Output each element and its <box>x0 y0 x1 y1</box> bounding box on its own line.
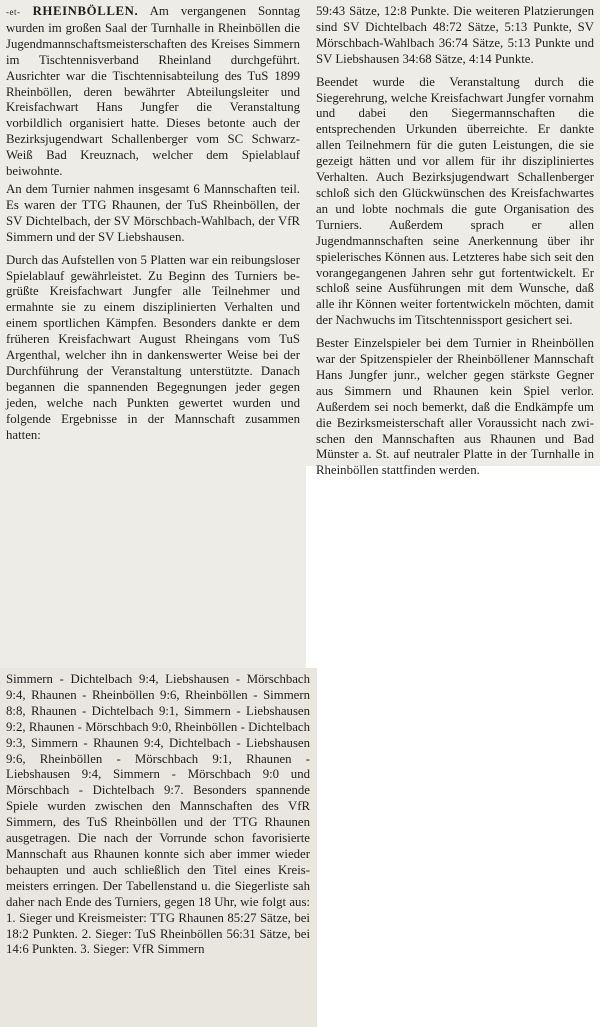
article-column-results <box>6 672 310 958</box>
paragraph-text: Am vergangenen Sonntag wurden im großen Saal der Turnhalle in Rheinböllen die Jugendmannschaftsmeisterschaften des Kreises Simmern im Tischtennisverband Rheinland durchgeführt. Ausrichter war die Tischtennisabteilung des TuS 1899 Rheinböllen, deren bewährter Abteilungsleiter und Kreisfachwart Hans Jungfer die Veranstaltung vorbildlich organisiert hatte. Dieses betonte auch der Bezirksjugendwart Schallenberger vom SC Schwarz-Weiß Bad Kreuznach, welcher dem Spielablauf beiwohnte. <box>6 4 301 179</box>
article-paragraph: Beendet wurde die Veranstaltung durch die Siegerehrung, welche Kreisfachwart Jungfer vornahm und dabei den Siegermannschaften die entsprechenden Urkunden überreichte. Er dankte allen Teilnehmern für die guten Leistungen, die sie gezeigt hätten und vor allem für ihr diszipliniertes Verhalten. Auch Bezirksjugendwart Schallenberger schloß sich den Glückwünschen des Kreisfachwartes an und lobte nochmals die gute Organisation des Turniers. Außerdem sprach er allen Jugendmannschaften seine Anerkennung über ihr spielerisches Können aus. Letzteres habe sich seit den vorangegangenen Jahren sehr gut fortentwickelt. Er schloß seine Ausführungen mit dem Wunsche, daß alle ihr Können weiter fortentwickeln möchten, damit der Nachwuchs im Titschtennissport gesichert sei. <box>316 74 594 328</box>
article-paragraph: Durch das Aufstellen von 5 Platten war ein reibungsloser Spielablauf gewährleistet. Zu Beginn des Turniers begrüßte Kreisfachwart Jungfer alle Teilnehmer und ermahnte sie zu einem disziplinierten Verhalten und einem sportlichen Kämpfen. Besonders dankte er dem früheren Kreisfachwart August Rheingans vom TuS Argenthal, welcher ihn in dankenswerter Weise bei der Durchführung der Veranstaltung unterstützte. Danach begannen die spannenden Begegnungen jeder gegen jeden, welche nach Punkten gewertet wurden und folgende Ergebnisse in der Mannschaft zusammen hatten: <box>6 252 300 442</box>
article-paragraph: An dem Turnier nahmen insgesamt 6 Mannschaften teil. Es waren der TTG Rhaunen, der TuS Rheinböllen, der SV Dichtelbach, der SV Mörschbach-Wahlbach, der VfR Simmern und der SV Liebshausen. <box>6 181 300 244</box>
results-paragraph: Simmern - Dichtelbach 9:4, Liebshausen - Mörschbach 9:4, Rhaunen - Rheinböllen 9:6, Rheinböllen - Simmern 8:8, Rhaunen - Dichtelbach 9:1, Simmern - Liebshausen 9:2, Rhaunen - Mörschbach 9:0, Rheinböllen - Dichtelbach 9:3, Simmern - Rhaunen 9:4, Dichtelbach - Liebshausen 9:6, Rheinböllen - Mörschbach 9:1, Rhaunen - Liebshausen 9:4, Simmern - Mörschbach 9:0 und Mörschbach - Dichtelbach 9:7. Besonders spannende Spiele wurden zwischen den Mannschaften des VfR Simmern, des TuS Rheinböllen und der TTG Rhaunen ausgetragen. Die nach der Vorrunde schon favorisierte Mannschaft aus Rhaunen konnte sich aber immer wieder behaupten und auch schließlich den Titel eines Kreismeisters erringen. Der Tabellenstand u. die Siegerliste sah daher nach Ende des Turniers, gegen 18 Uhr, wie folgt aus: 1. Sieger und Kreismeister: TTG Rhaunen 85:27 Sätze, bei 18:2 Punkten. 2. Sieger: TuS Rheinböllen 56:31 Sätze, bei 14:6 Punkten. 3. Sieger: VfR Simmern <box>6 672 310 957</box>
article-paragraph <box>6 4 300 180</box>
article-column-left <box>6 4 300 443</box>
dateline: RHEINBÖLLEN. <box>32 4 139 18</box>
author-kicker: -et- <box>6 7 21 17</box>
article-column-right <box>316 4 594 479</box>
article-paragraph: 59:43 Sätze, 12:8 Punkte. Die weiteren Platzierungen sind SV Dichtelbach 48:72 Sätze, 5:13 Punkte, SV Mörschbach-Wahlbach 36:74 Sätze, 5:13 Punkte und SV Liebshausen 34:68 Sätze, 4:14 Punkte. <box>316 4 594 66</box>
article-paragraph: Bester Einzelspieler bei dem Turnier in Rheinböllen war der Spitzenspieler der Rheinböllener Mannschaft Hans Jungfer junr., welcher gegen stärkste Gegner aus Simmern und Rhaunen kein Spiel verlor. Außerdem sei noch bemerkt, daß die Endkämpfe um die Bezirksmeisterschaft aller Voraussicht nach zwischen den Mannschaften aus Rhaunen und Bad Münster a. St. auf neutraler Platte in der Turnhalle in Rheinböllen stattfinden werden. <box>316 336 594 478</box>
